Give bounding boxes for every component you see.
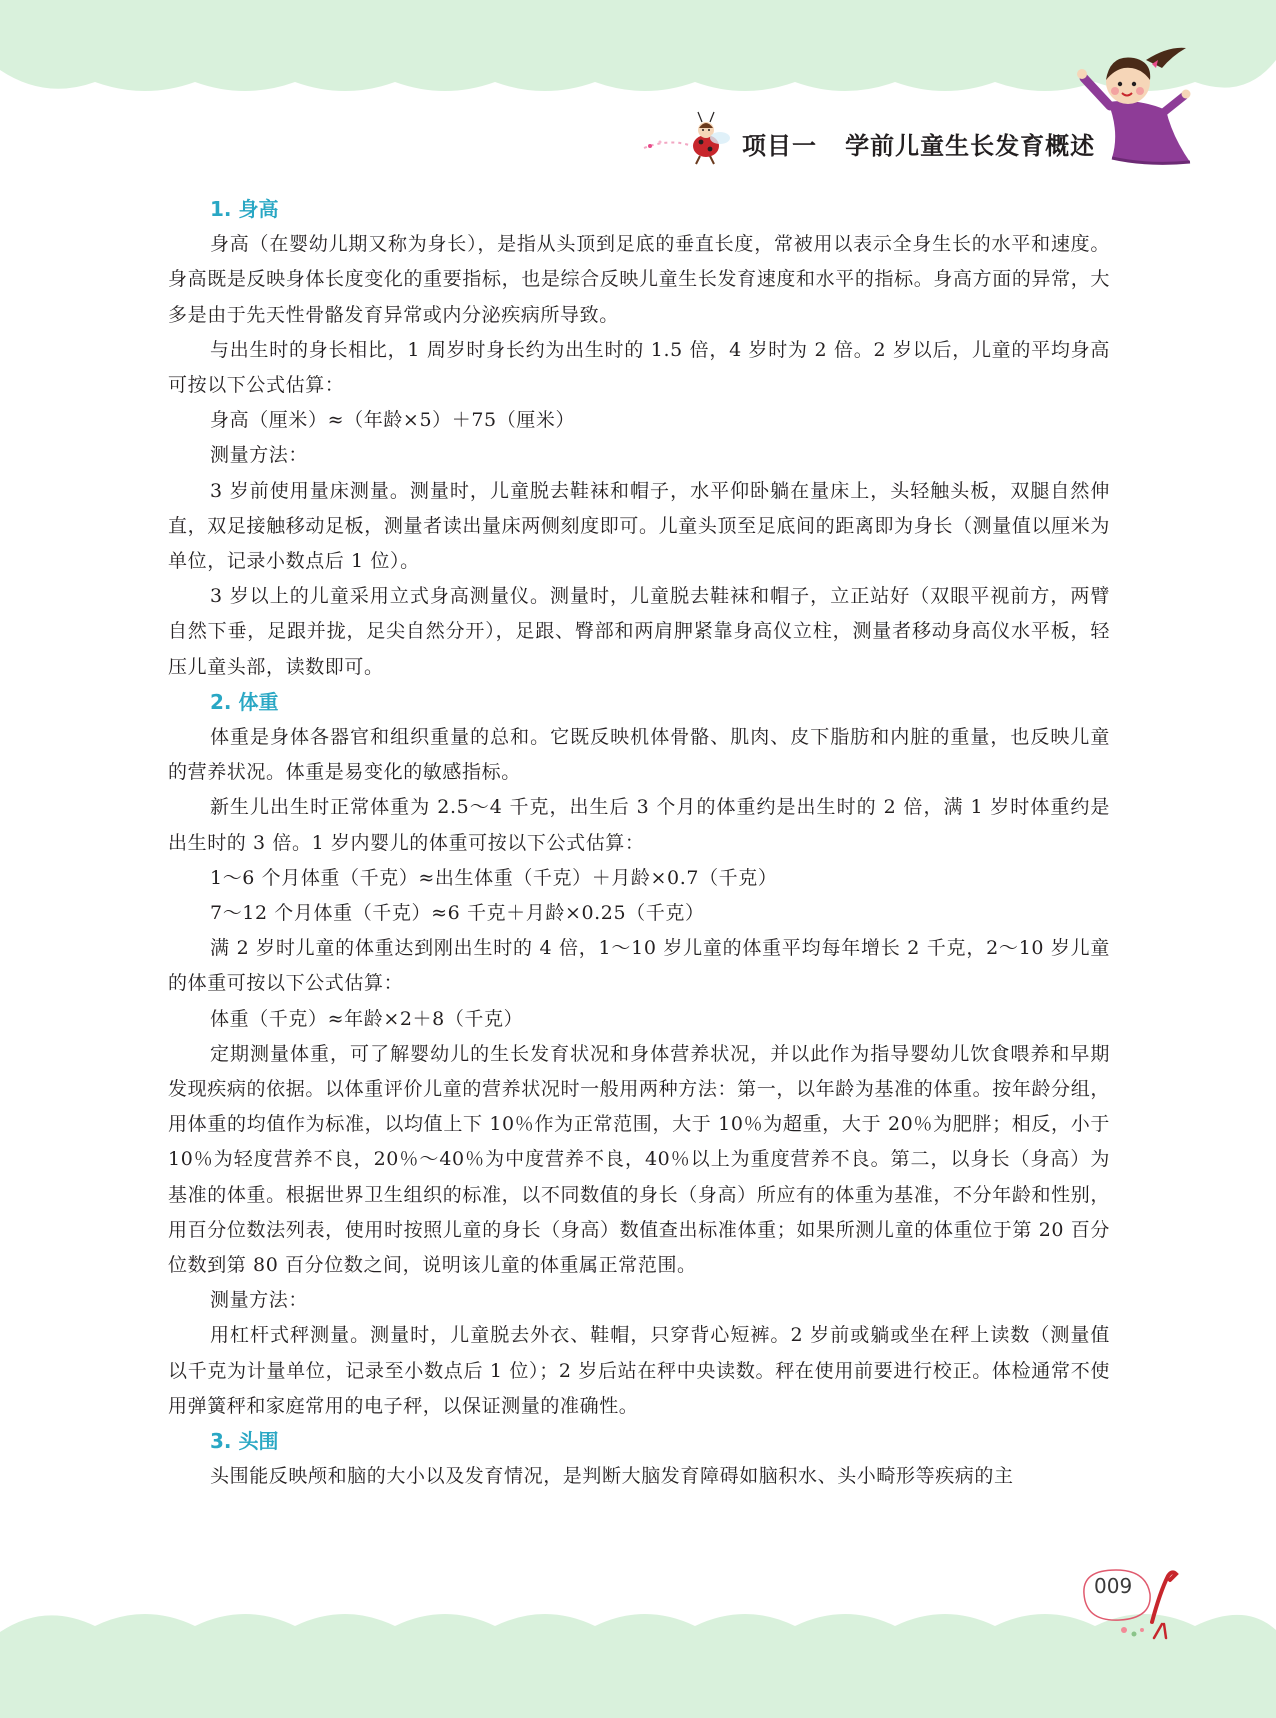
section-heading: 3. 头围 [210, 1429, 279, 1454]
chapter-title: 项目一 学前儿童生长发育概述 [742, 132, 1096, 160]
section-heading: 2. 体重 [210, 689, 279, 714]
section-heading: 1. 身高 [210, 197, 279, 221]
formula-line: 体重（千克）≈年龄×2＋8（千克） [210, 1007, 524, 1030]
page-body [168, 192, 1110, 1494]
paragraph: 新生儿出生时正常体重为 2.5～4 千克，出生后 3 个月的体重约是出生时的 2 倍，满 1 岁时体重约是出生时的 3 倍。1 岁内婴儿的体重可按以下公式估算： [168, 796, 1110, 854]
chapter-header [640, 108, 1100, 168]
page-number: 009 [1094, 1574, 1133, 1598]
section-head-circumference [168, 1424, 1110, 1494]
formula-line: 7～12 个月体重（千克）≈6 千克＋月龄×0.25（千克） [210, 902, 705, 925]
paragraph: 体重是身体各器官和组织重量的总和。它既反映机体骨骼、肌肉、皮下脂肪和内脏的重量，也反映儿童的营养状况。体重是易变化的敏感指标。 [168, 726, 1110, 784]
method-label: 测量方法： [210, 1289, 309, 1312]
paragraph: 满 2 岁时儿童的体重达到刚出生时的 4 倍，1～10 岁儿童的体重平均每年增长 2 千克，2～10 岁儿童的体重可按以下公式估算： [168, 937, 1110, 995]
formula-line: 身高（厘米）≈（年龄×5）＋75（厘米） [210, 409, 576, 432]
paragraph: 头围能反映颅和脑的大小以及发育情况，是判断大脑发育障碍如脑积水、头小畸形等疾病的主 [210, 1465, 1014, 1488]
section-height [168, 192, 1110, 685]
section-weight [168, 685, 1110, 1424]
girl-illustration [1068, 40, 1198, 170]
method-label: 测量方法： [210, 444, 309, 467]
paragraph: 身高（在婴幼儿期又称为身长），是指从头顶到足底的垂直长度，常被用以表示全身生长的水平和速度。身高既是反映身体长度变化的重要指标，也是综合反映儿童生长发育速度和水平的指标。身高方面的异常，大多是由于先天性骨骼发育异常或内分泌疾病所导致。 [168, 233, 1110, 326]
formula-line: 1～6 个月体重（千克）≈出生体重（千克）＋月龄×0.7（千克） [210, 866, 778, 889]
paragraph: 定期测量体重，可了解婴幼儿的生长发育状况和身体营养状况，并以此作为指导婴幼儿饮食喂养和早期发现疾病的依据。以体重评价儿童的营养状况时一般用两种方法：第一，以年龄为基准的体重。按年龄分组，用体重的均值作为标准，以均值上下 10％作为正常范围，大于 10％为超重，大于 20％为肥胖；相反，小于 10％为轻度营养不良，20％～40％为中度营养不良，40％以上为重度营养不良。第二，以身长（身高）为基准的体重。根据世界卫生组织的标准，以不同数值的身长（身高）所应有的体重为基准，不分年龄和性别，用百分位数法列表，使用时按照儿童的身长（身高）数值查出标准体重；如果所测儿童的体重位于第 20 百分位数到第 80 百分位数之间，说明该儿童的体重属正常范围。 [168, 1042, 1110, 1277]
paragraph: 3 岁前使用量床测量。测量时，儿童脱去鞋袜和帽子，水平仰卧躺在量床上，头轻触头板，双腿自然伸直，双足接触移动足板，测量者读出量床两侧刻度即可。儿童头顶至足底间的距离即为身长（测量值以厘米为单位，记录小数点后 1 位）。 [168, 479, 1110, 573]
paragraph: 用杠杆式秤测量。测量时，儿童脱去外衣、鞋帽，只穿背心短裤。2 岁前或躺或坐在秤上读数（测量值以千克为计量单位，记录至小数点后 1 位）；2 岁后站在秤中央读数。秤在使用前要进行校正。体检通常不使用弹簧秤和家庭常用的电子秤，以保证测量的准确性。 [168, 1324, 1110, 1417]
paragraph: 3 岁以上的儿童采用立式身高测量仪。测量时，儿童脱去鞋袜和帽子，立正站好（双眼平视前方，两臂自然下垂，足跟并拢，足尖自然分开），足跟、臀部和两肩胛紧靠身高仪立柱，测量者移动身高仪水平板，轻压儿童头部，读数即可。 [168, 585, 1110, 678]
ladybug-fairy-icon [640, 108, 740, 168]
page-number-badge [1076, 1564, 1186, 1642]
paragraph: 与出生时的身长相比，1 周岁时身长约为出生时的 1.5 倍，4 岁时为 2 倍。2 岁以后，儿童的平均身高可按以下公式估算： [168, 338, 1110, 396]
